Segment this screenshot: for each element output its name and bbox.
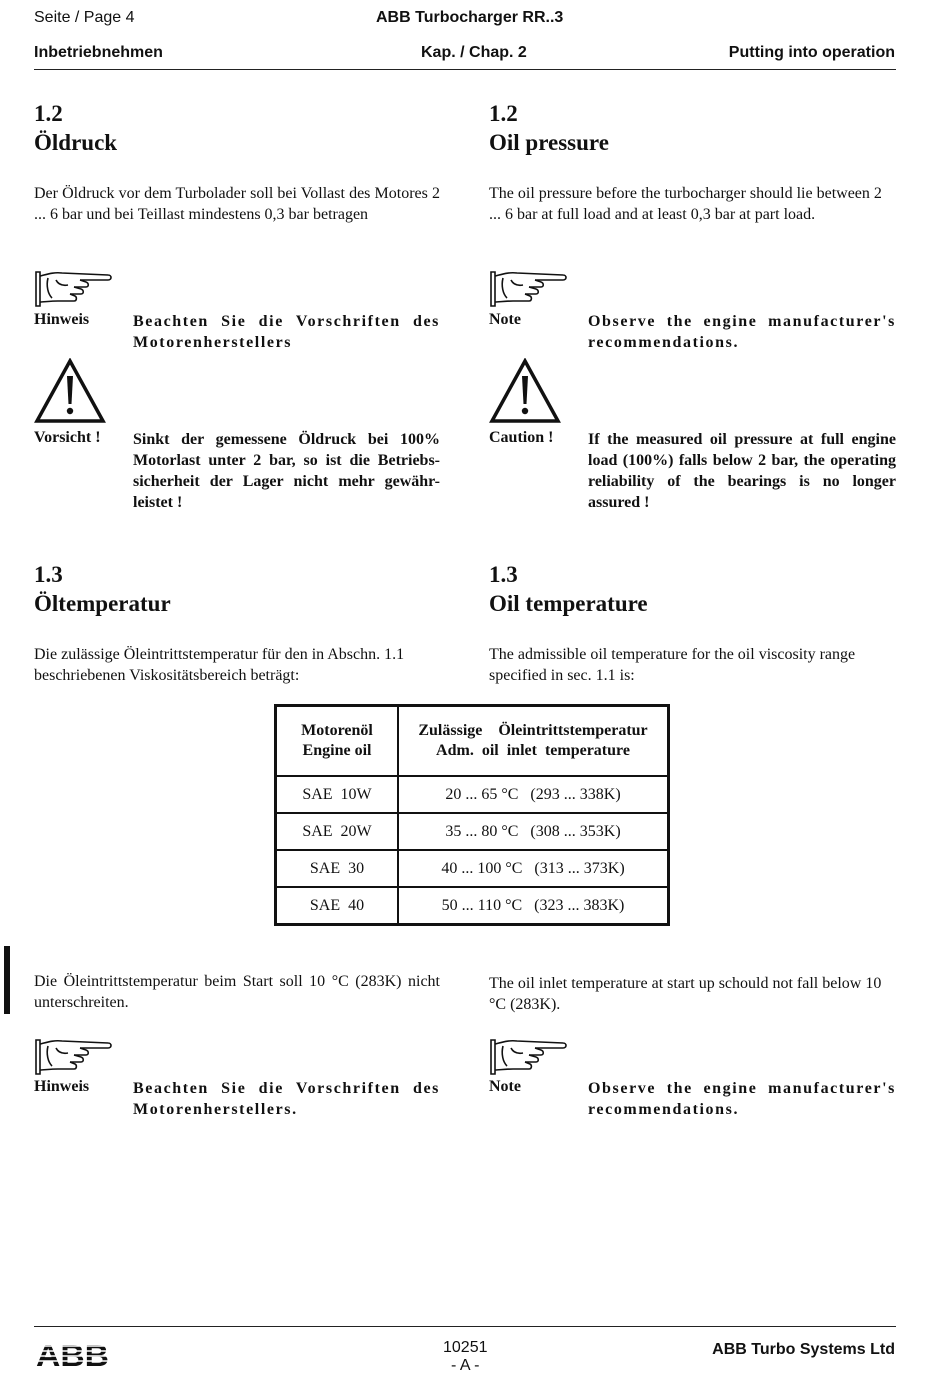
table-cell-oil: SAE 30 [276, 850, 399, 887]
section-title-de: Öldruck [34, 130, 118, 155]
doc-number: 10251 [443, 1339, 488, 1356]
chapter-number: Kap. / Chap. 2 [421, 44, 527, 61]
revision-change-bar [4, 946, 10, 1014]
table-cell-temp: 40 ... 100 °C (313 ... 373K) [398, 850, 669, 887]
oil-temperature-table [274, 704, 670, 926]
table-header-oil [276, 706, 399, 777]
pointing-hand-icon [489, 268, 569, 310]
table-row [276, 887, 669, 925]
section-title-en: Oil pressure [489, 130, 609, 155]
chapter-en: Putting into operation [728, 44, 895, 61]
oil-pressure-text-de: Der Öldruck vor dem Turbolader soll bei Vollast des Motores 2 ... 6 bar und bei Teillast mindestens 0,3 bar betragen [34, 185, 440, 223]
note-text-de: Beachten Sie die Vorschriften des Motorenherstellers. [133, 1080, 440, 1118]
pointing-hand-icon [34, 1036, 114, 1078]
section-title-de: Öltemperatur [34, 591, 171, 616]
table-cell-oil: SAE 40 [276, 887, 399, 925]
start-temp-text-en: The oil inlet temperature at start up schould not fall below 10 °C (283K). [489, 975, 882, 1013]
abb-logo [36, 1340, 110, 1370]
section-number-de: 1.2 [34, 101, 63, 126]
note-text-de: Beachten Sie die Vorschriften des Motorenherstellers [133, 313, 440, 351]
note-text-en: Observe the engine manufacturer's recommendations. [588, 313, 896, 351]
oil-temp-text-de: Die zulässige Öleintrittstemperatur für den in Abschn. 1.1 beschriebenen Viskositätsbereich beträgt: [34, 646, 405, 684]
note-text-en: Observe the engine manufacturer's recommendations. [588, 1080, 896, 1118]
warning-triangle-icon [34, 358, 106, 424]
table-cell-temp: 20 ... 65 °C (293 ... 338K) [398, 776, 669, 813]
page-label: Seite / Page 4 [34, 9, 135, 26]
oil-temp-text-en: The admissible oil temperature for the oil viscosity range specified in sec. 1.1 is: [489, 646, 856, 684]
chapter-de: Inbetriebnehmen [34, 44, 163, 61]
table-header-temp [398, 706, 669, 777]
start-temp-text-de: Die Öleintrittstemperatur beim Start soll 10 °C (283K) nicht unterschreiten. [34, 973, 440, 1011]
pointing-hand-icon [34, 268, 114, 310]
table-row [276, 813, 669, 850]
caution-text-en: If the measured oil pressure at full engine load (100%) falls below 2 bar, the operating reliability of the bearings is no longer assured ! [588, 431, 896, 511]
note-label-de: Hinweis [34, 311, 90, 328]
note-label-en: Note [489, 1078, 521, 1095]
table-row [276, 850, 669, 887]
note-label-de: Hinweis [34, 1078, 90, 1095]
header-temp-de: Zulässige Öleintrittstemperatur [418, 722, 648, 739]
company-name: ABB Turbo Systems Ltd [712, 1341, 895, 1358]
section-title-en: Oil temperature [489, 591, 648, 616]
abb-logo-text: ABB [36, 1340, 109, 1370]
section-number-en: 1.3 [489, 562, 518, 587]
section-number-de: 1.3 [34, 562, 63, 587]
oil-pressure-text-en: The oil pressure before the turbocharger should lie between 2 ... 6 bar at full load and at least 0,3 bar at part load. [489, 185, 882, 223]
caution-label-en: Caution ! [489, 429, 554, 446]
header-temp-en: Adm. oil inlet temperature [436, 742, 630, 759]
table-row [276, 776, 669, 813]
table-cell-oil: SAE 10W [276, 776, 399, 813]
revision: - A - [451, 1357, 480, 1374]
table-cell-oil: SAE 20W [276, 813, 399, 850]
caution-text-de: Sinkt der gemessene Öldruck bei 100% Motorlast unter 2 bar, so ist die Betriebs-sicherheit der Lager nicht mehr gewähr-leistet ! [133, 431, 440, 511]
note-label-en: Note [489, 311, 521, 328]
pointing-hand-icon [489, 1036, 569, 1078]
table-header-row [276, 706, 669, 777]
footer-rule [34, 1326, 896, 1327]
table-cell-temp: 50 ... 110 °C (323 ... 383K) [398, 887, 669, 925]
header-oil-en: Engine oil [302, 742, 372, 759]
table-cell-temp: 35 ... 80 °C (308 ... 353K) [398, 813, 669, 850]
warning-triangle-icon [489, 358, 561, 424]
section-number-en: 1.2 [489, 101, 518, 126]
caution-label-de: Vorsicht ! [34, 429, 101, 446]
doc-title: ABB Turbocharger RR..3 [376, 9, 564, 26]
header-oil-de: Motorenöl [301, 722, 373, 739]
header-rule [34, 69, 896, 70]
